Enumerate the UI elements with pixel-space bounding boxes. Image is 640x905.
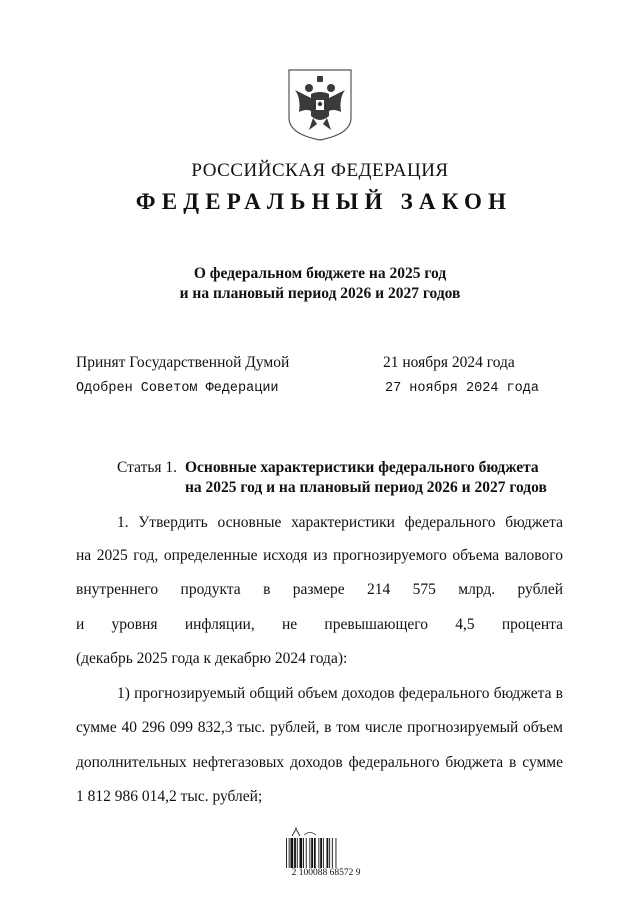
adoption-council-row — [76, 381, 576, 396]
coat-of-arms-icon — [287, 68, 353, 142]
body-line: дополнительных нефтегазовых доходов федерального бюджета в сумме — [76, 754, 563, 771]
council-date: 27 ноября 2024 года — [385, 381, 539, 396]
body-line: 1 812 986 014,2 тыс. рублей; — [76, 788, 263, 805]
barcode-bar — [320, 838, 322, 868]
barcode-bar — [314, 838, 316, 868]
council-label: Одобрен Советом Федерации — [76, 381, 279, 396]
barcode-bar — [289, 838, 290, 868]
barcode-bar — [294, 838, 296, 868]
law-title-line-2: и на плановый период 2026 и 2027 годов — [179, 285, 461, 302]
barcode-bar — [306, 838, 307, 868]
country-name: РОССИЙСКАЯ ФЕДЕРАЦИЯ — [191, 160, 449, 181]
duma-date: 21 ноября 2024 года — [383, 354, 515, 371]
barcode-bar — [323, 838, 324, 868]
barcode-bar — [327, 838, 329, 868]
law-title-line-1: О федеральном бюджете на 2025 год — [193, 265, 447, 282]
article-title — [185, 458, 547, 498]
barcode-bar — [332, 838, 333, 868]
barcode-bar — [311, 838, 313, 868]
document-type: ФЕДЕРАЛЬНЫЙ ЗАКОН — [135, 189, 513, 214]
barcode-bar — [329, 838, 330, 868]
adoption-duma-row — [76, 354, 576, 372]
registration-stamp-icon — [284, 826, 356, 838]
article-title-line-2: на 2025 год и на плановый период 2026 и 2027 годов — [185, 479, 547, 496]
barcode-bar — [303, 838, 304, 868]
barcode-bar — [291, 838, 294, 868]
body-line: и уровня инфляции, не превышающего 4,5 процента — [76, 616, 563, 633]
body-line: 1. Утвердить основные характеристики федерального бюджета — [117, 514, 563, 531]
barcode-bar — [297, 838, 298, 868]
barcode-bar — [300, 838, 303, 868]
law-title — [0, 264, 640, 304]
barcode-number: 2 100088 68572 9 — [291, 868, 361, 878]
article-title-line-1: Основные характеристики федерального бюджета — [185, 459, 539, 476]
body-line: 1) прогнозируемый общий объем доходов федерального бюджета в — [117, 685, 563, 702]
duma-label: Принят Государственной Думой — [76, 354, 290, 371]
body-line: внутреннего продукта в размере 214 575 млрд. рублей — [76, 581, 563, 598]
body-line: сумме 40 296 099 832,3 тыс. рублей, в том числе прогнозируемый объем — [76, 719, 563, 736]
article-1-heading — [117, 458, 547, 498]
body-line: (декабрь 2025 года к декабрю 2024 года): — [76, 650, 348, 667]
barcode-bar — [318, 838, 319, 868]
barcode-bar — [336, 838, 337, 868]
barcode-bar — [286, 838, 287, 868]
body-line: на 2025 год, определенные исходя из прогнозируемого объема валового — [76, 547, 563, 564]
barcode-icon — [286, 838, 354, 868]
barcode-bar — [309, 838, 310, 868]
article-number: Статья 1. — [117, 459, 178, 476]
